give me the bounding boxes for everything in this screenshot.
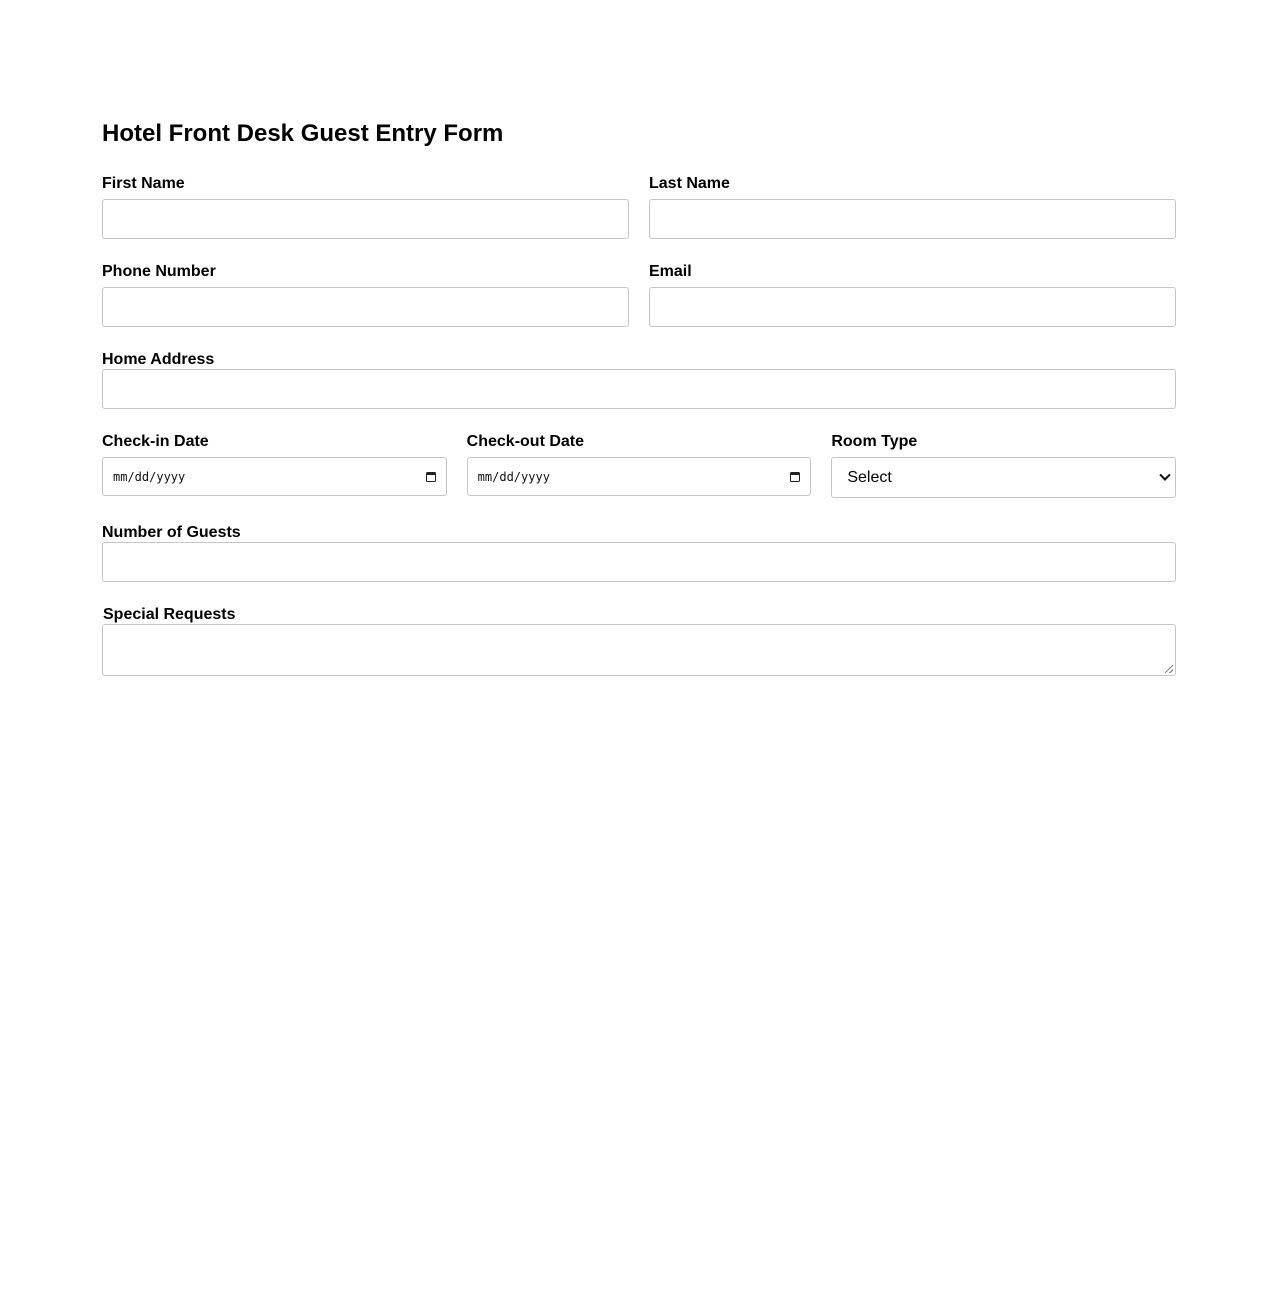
address-input[interactable] (102, 369, 1176, 409)
special-requests-textarea[interactable] (102, 624, 1176, 676)
page-title: Hotel Front Desk Guest Entry Form (102, 120, 504, 147)
stay-row (102, 433, 1176, 498)
guests-label: Number of Guests (102, 524, 241, 541)
address-label: Home Address (102, 351, 215, 368)
room-type-select[interactable] (831, 457, 1176, 498)
checkout-group (467, 433, 812, 498)
guests-group (102, 524, 1176, 582)
first-name-group (102, 175, 629, 239)
calendar-icon[interactable] (790, 472, 800, 482)
first-name-input[interactable] (102, 199, 629, 239)
room-type-group (831, 433, 1176, 498)
calendar-icon[interactable] (426, 472, 436, 482)
address-group (102, 351, 1176, 409)
checkout-placeholder: mm/dd/yyyy (477, 469, 550, 484)
room-type-selected: Select (847, 468, 892, 486)
email-input[interactable] (649, 287, 1176, 327)
email-group (649, 263, 1176, 327)
last-name-input[interactable] (649, 199, 1176, 239)
checkout-label: Check-out Date (466, 433, 585, 450)
requests-group (102, 606, 1176, 676)
requests-label: Special Requests (103, 606, 236, 623)
first-name-label: First Name (102, 175, 185, 192)
checkout-date-input[interactable] (467, 457, 812, 496)
last-name-label: Last Name (649, 175, 730, 192)
checkin-group (102, 433, 447, 498)
phone-input[interactable] (102, 287, 629, 327)
guests-input[interactable] (102, 542, 1176, 582)
resize-handle-icon[interactable] (1165, 665, 1173, 673)
contact-row (102, 263, 1176, 327)
guest-entry-form (102, 117, 1176, 676)
checkin-date-input[interactable] (102, 457, 447, 496)
checkin-placeholder: mm/dd/yyyy (113, 469, 186, 484)
name-row (102, 175, 1176, 239)
checkin-label: Check-in Date (102, 433, 209, 450)
phone-label: Phone Number (102, 263, 216, 280)
room-type-label: Room Type (831, 433, 918, 450)
email-label: Email (649, 263, 692, 280)
last-name-group (649, 175, 1176, 239)
phone-group (102, 263, 629, 327)
chevron-down-icon (1159, 469, 1170, 480)
